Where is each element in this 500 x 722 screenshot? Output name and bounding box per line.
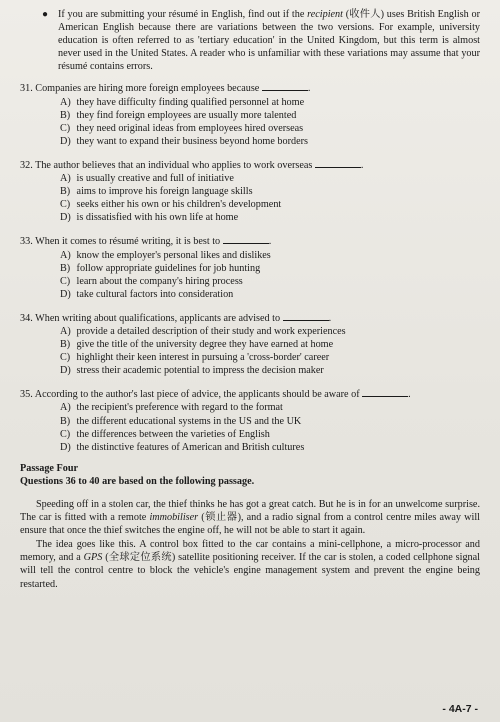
passage-paragraph-1 <box>20 498 480 537</box>
option-c <box>60 275 480 288</box>
p2-term-cn: (全球定位系统) <box>105 552 176 564</box>
intro-paragraph <box>20 8 480 73</box>
option-text: is dissatisfied with his own life at home <box>76 212 239 224</box>
option-text: give the title of the university degree they have earned at home <box>76 339 334 351</box>
option-text: seeks either his own or his children's development <box>76 199 282 211</box>
option-text: highlight their keen interest in pursuing a 'cross-border' career <box>76 352 330 364</box>
question-text: When writing about qualifications, applicants are advised to <box>35 312 281 324</box>
answer-blank <box>283 311 329 321</box>
answer-blank <box>262 81 308 91</box>
option-d <box>60 441 480 454</box>
passage-subheading: Questions 36 to 40 are based on the following passage. <box>20 475 255 487</box>
option-letter: C) <box>60 428 71 440</box>
intro-term: recipient <box>307 9 343 20</box>
option-text: they want to expand their business beyond home borders <box>76 135 308 147</box>
option-c <box>60 122 480 135</box>
intro-text-after: uses British English or American English because there are variations between the two versions. For example, university education is often referred to as 'tertiary education' in the United Kingdom, but this term is almost never used in the United States. A reader who is unfamiliar with these variations may assume that your résumé contains errors. <box>58 9 480 73</box>
option-d <box>60 288 480 301</box>
option-letter: A) <box>60 402 71 414</box>
option-b <box>60 338 480 351</box>
option-letter: B) <box>60 186 71 198</box>
question-text: The author believes that an individual who applies to work overseas <box>35 159 313 171</box>
question-end-punct: . <box>328 312 332 324</box>
question-end-punct: . <box>268 236 272 248</box>
option-list <box>20 96 480 148</box>
option-list <box>20 325 480 377</box>
option-text: aims to improve his foreign language skills <box>76 186 253 198</box>
option-text: follow appropriate guidelines for job hunting <box>76 262 261 274</box>
question-text: When it comes to résumé writing, it is best to <box>35 236 221 248</box>
option-c <box>60 351 480 364</box>
question-number: 33. <box>20 236 33 248</box>
option-letter: C) <box>60 275 71 287</box>
answer-blank <box>315 158 361 168</box>
p1-after: , and a radio signal from a control centre miles away will ensure that once the thief switches the engine off, he will not be able to start it again. <box>20 512 480 537</box>
option-text: the differences between the varieties of English <box>76 428 270 440</box>
intro-term-cn: (收件人) <box>345 9 385 20</box>
question-end-punct: . <box>408 389 411 401</box>
p2-term: GPS <box>83 552 103 564</box>
question-stem <box>20 311 480 325</box>
page-number: - 4A-7 - <box>442 702 478 715</box>
passage-paragraph-2 <box>20 538 480 590</box>
option-text: they have difficulty finding qualified personnel at home <box>76 96 305 108</box>
option-text: is usually creative and full of initiative <box>76 173 234 185</box>
option-text: learn about the company's hiring process <box>76 275 243 287</box>
option-text: provide a detailed description of their study and work experiences <box>76 325 346 337</box>
option-d <box>60 135 480 148</box>
p1-before: Speeding off in a stolen car, the thief thinks he has got a great catch. But he is in for an unwelcome surprise. The car is fitted with a remote <box>20 499 480 524</box>
question-35 <box>20 387 480 453</box>
option-letter: D) <box>60 365 71 377</box>
option-a <box>60 401 480 414</box>
option-text: the recipient's preference with regard to the format <box>76 402 283 414</box>
question-number: 32. <box>20 159 33 171</box>
question-text: Companies are hiring more foreign employees because <box>35 83 260 95</box>
option-c <box>60 428 480 441</box>
question-33 <box>20 234 480 300</box>
p2-after: satellite positioning receiver. If the car is stolen, a coded cellphone signal will tell the control centre to block the vehicle's engine management system and prevent the engine being restarted. <box>20 552 480 590</box>
option-text: they need original ideas from employees hired overseas <box>76 122 304 134</box>
option-letter: A) <box>60 249 71 261</box>
p1-term-cn: (锁止器) <box>201 512 241 524</box>
answer-blank <box>223 234 269 244</box>
option-letter: D) <box>60 441 71 453</box>
option-b <box>60 415 480 428</box>
p2-before: The idea goes like this. A control box fitted to the car contains a mini-cellphone, a micro-processor and memory, and a <box>20 539 480 564</box>
option-text: the different educational systems in the US and the UK <box>76 415 302 427</box>
option-b <box>60 185 480 198</box>
question-list <box>20 81 480 453</box>
option-list <box>20 401 480 453</box>
question-31 <box>20 81 480 147</box>
question-stem <box>20 158 480 172</box>
option-a <box>60 172 480 185</box>
question-32 <box>20 158 480 224</box>
question-34 <box>20 311 480 377</box>
option-letter: C) <box>60 199 71 211</box>
question-stem <box>20 387 480 401</box>
question-end-punct: . <box>360 159 364 171</box>
question-text: According to the author's last piece of advice, the applicants should be aware of <box>34 389 360 401</box>
option-letter: D) <box>60 135 71 147</box>
question-end-punct: . <box>307 83 311 95</box>
question-number: 31. <box>20 83 33 95</box>
option-d <box>60 211 480 224</box>
option-text: stress their academic potential to impress the decision maker <box>76 365 324 377</box>
question-number: 34. <box>20 312 33 324</box>
passage-heading: Passage Four <box>20 462 79 474</box>
option-letter: A) <box>60 173 71 185</box>
option-letter: C) <box>60 352 71 364</box>
option-d <box>60 364 480 377</box>
option-letter: B) <box>60 109 71 121</box>
option-letter: B) <box>60 415 71 427</box>
option-letter: B) <box>60 339 71 351</box>
option-text: they find foreign employees are usually more talented <box>76 109 297 121</box>
p1-term: immobiliser <box>149 512 199 524</box>
option-text: the distinctive features of American and British cultures <box>76 441 305 453</box>
option-letter: A) <box>60 96 71 108</box>
option-c <box>60 198 480 211</box>
option-text: know the employer's personal likes and dislikes <box>76 249 271 261</box>
option-letter: A) <box>60 325 71 337</box>
intro-text-before: If you are submitting your résumé in English, find out if the <box>58 9 308 20</box>
option-a <box>60 96 480 109</box>
option-list <box>20 172 480 224</box>
option-letter: D) <box>60 288 71 300</box>
option-a <box>60 249 480 262</box>
option-b <box>60 109 480 122</box>
question-stem <box>20 234 480 248</box>
option-letter: C) <box>60 122 71 134</box>
answer-blank <box>362 387 408 397</box>
option-letter: D) <box>60 212 71 224</box>
option-b <box>60 262 480 275</box>
option-text: take cultural factors into consideration <box>76 288 234 300</box>
option-letter: B) <box>60 262 71 274</box>
question-number: 35. <box>20 389 33 401</box>
option-list <box>20 249 480 301</box>
option-a <box>60 325 480 338</box>
question-stem <box>20 81 480 95</box>
bullet-icon: ● <box>42 9 49 20</box>
